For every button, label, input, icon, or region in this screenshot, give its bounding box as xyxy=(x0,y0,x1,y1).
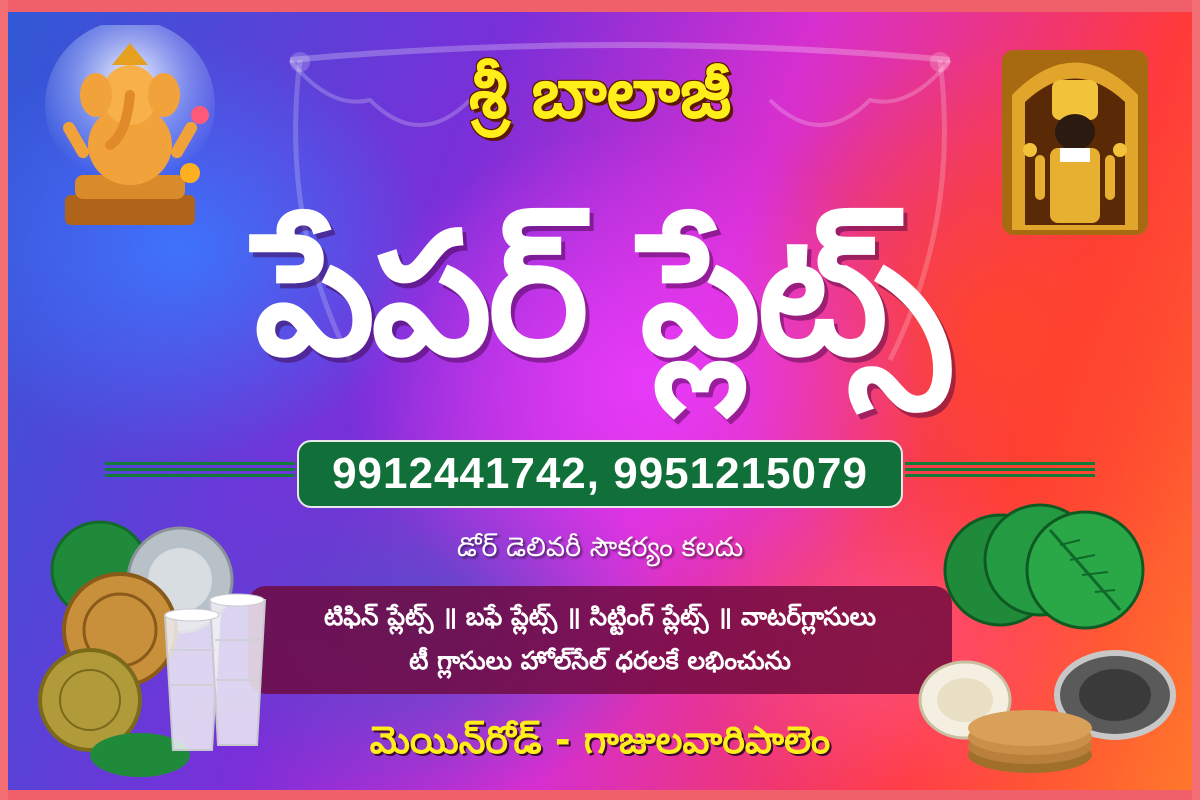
products-box xyxy=(248,586,952,694)
address-text: మెయిన్‌రోడ్ - గాజులవారిపాలెం xyxy=(369,718,831,762)
door-delivery-text: డోర్ డెలివరీ సౌకర్యం కలదు xyxy=(456,532,744,563)
phone-numbers: 9912441742, 9951215079 xyxy=(297,440,903,508)
paper-plates-and-cups xyxy=(30,520,290,790)
products-line-2: టీ గ్లాసులు హోల్‌సేల్ ధరలకే లభించును xyxy=(409,646,791,675)
frame-left xyxy=(0,0,8,800)
frame-right xyxy=(1192,0,1200,800)
phone-divider-left xyxy=(105,462,295,488)
shop-name-big: పేపర్ ప్లేట్స్ xyxy=(254,196,946,394)
shop-name-small: శ్రీ బాలాజీ xyxy=(468,52,732,134)
leaf-and-silver-plates xyxy=(910,500,1180,790)
frame-bottom xyxy=(0,790,1200,800)
frame-top xyxy=(0,0,1200,12)
phone-divider-right xyxy=(905,462,1095,488)
products-line-1: టిఫిన్ ప్లేట్స్ ॥ బఫే ప్లేట్స్ ॥ సిట్టింగ్ ప్లేట్స్ ॥ వాటర్‌గ్లాసులు xyxy=(323,602,877,631)
